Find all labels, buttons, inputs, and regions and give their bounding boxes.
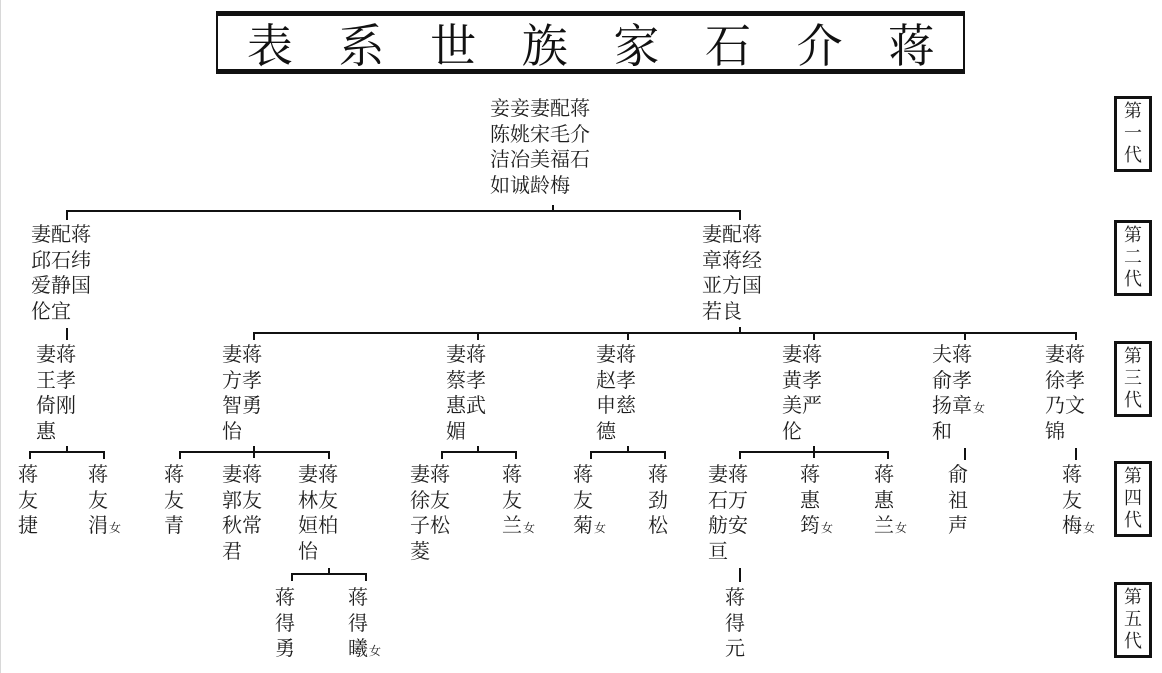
name-row: 蒋 — [725, 585, 745, 609]
name-row: 舫安 — [708, 513, 748, 537]
connector — [590, 451, 592, 459]
name-row: 涓女 — [88, 513, 122, 537]
person-xiaogang — [36, 342, 76, 444]
name-row: 捷 — [18, 513, 38, 537]
person-chiang-ching-kuo — [702, 222, 762, 324]
gen-char: 代 — [1124, 269, 1142, 290]
name-row: 蒋 — [18, 462, 38, 486]
name-row: 亘 — [708, 538, 728, 563]
name-row: 妻蒋 — [782, 342, 822, 366]
female-marker: 女 — [973, 401, 986, 415]
name-row: 曦女 — [348, 636, 382, 660]
person-xiaowu — [446, 342, 486, 444]
name-row: 蒋 — [1062, 462, 1082, 486]
person-xiaoyan — [782, 342, 822, 444]
gen-char: 三 — [1124, 368, 1142, 389]
person-chiang-wei-kuo — [31, 222, 91, 324]
name-row: 林友 — [298, 487, 338, 512]
person-youlan — [502, 462, 535, 539]
gen-char: 第 — [1124, 225, 1142, 246]
female-marker: 女 — [895, 521, 908, 535]
name-row: 元 — [725, 636, 745, 660]
name-row: 妻蒋 — [36, 342, 76, 366]
name-row: 蒋 — [275, 585, 295, 609]
person-xiaoyong — [222, 342, 262, 444]
name-row: 俞孝 — [932, 367, 972, 392]
name-row: 妻蒋 — [298, 462, 338, 486]
name-row: 友 — [573, 487, 593, 512]
name-row: 友 — [88, 487, 108, 512]
name-row: 兰女 — [874, 513, 908, 537]
gen-char: 第 — [1124, 101, 1142, 122]
gen-char: 四 — [1124, 488, 1142, 509]
name-row: 青 — [164, 513, 184, 537]
name-row: 怡 — [298, 538, 318, 563]
name-row: 友 — [502, 487, 522, 512]
name-row: 伦 — [782, 418, 802, 443]
title-char: 石 — [704, 18, 751, 73]
name-row: 妻蒋 — [222, 342, 262, 366]
name-row: 妻蒋 — [410, 462, 450, 486]
connector — [328, 451, 330, 459]
gen-char: 代 — [1124, 631, 1142, 652]
name-row: 友 — [1062, 487, 1082, 512]
connector — [66, 210, 68, 220]
female-marker: 女 — [594, 521, 607, 535]
connector — [66, 210, 741, 212]
title-char: 系 — [338, 18, 385, 73]
name-row: 蒋 — [502, 462, 522, 486]
connector — [515, 451, 517, 459]
name-row: 妻蒋 — [1045, 342, 1085, 366]
name-row: 倚刚 — [36, 393, 76, 417]
connector — [441, 451, 443, 459]
person-deyuan — [725, 585, 745, 662]
connector — [291, 573, 293, 581]
person-dexi — [348, 585, 381, 662]
connector — [179, 451, 330, 453]
person-youqing — [164, 462, 184, 539]
person-youju — [573, 462, 606, 539]
generation-label-4 — [1114, 461, 1152, 537]
person-wanan — [708, 462, 748, 564]
page-left-border — [0, 0, 1, 673]
name-row: 菱 — [410, 538, 430, 563]
connector — [887, 451, 889, 459]
connector — [29, 451, 31, 459]
name-row: 徐友 — [410, 487, 450, 512]
name-row: 筠女 — [800, 513, 834, 537]
female-marker: 女 — [523, 521, 536, 535]
connector — [477, 332, 479, 340]
generation-label-2 — [1114, 220, 1152, 296]
name-row: 如诚龄梅 — [490, 172, 570, 197]
person-youjuan — [88, 462, 121, 539]
name-row: 蒋 — [800, 462, 820, 486]
name-row: 章蒋经 — [702, 247, 762, 272]
connector — [739, 568, 741, 582]
name-row: 黄孝 — [782, 367, 822, 392]
person-youmei — [1062, 462, 1095, 539]
person-chiang-kai-shek — [490, 96, 590, 198]
generation-label-1 — [1114, 96, 1152, 172]
name-row: 和 — [932, 418, 952, 443]
name-row: 赵孝 — [596, 367, 636, 392]
name-row: 怡 — [222, 418, 242, 443]
gen-char: 二 — [1124, 247, 1142, 268]
person-xiaoci — [596, 342, 636, 444]
connector — [813, 332, 815, 340]
name-row: 石万 — [708, 487, 748, 512]
name-row: 智勇 — [222, 393, 262, 417]
person-youbai — [298, 462, 338, 564]
name-row: 陈姚宋毛介 — [490, 121, 590, 146]
name-row: 徐孝 — [1045, 367, 1085, 392]
title-char: 表 — [246, 18, 293, 73]
gen-char: 代 — [1124, 510, 1142, 531]
name-row: 妻配蒋 — [702, 222, 762, 246]
name-row: 君 — [222, 538, 242, 563]
female-marker: 女 — [821, 521, 834, 535]
title-char: 族 — [521, 18, 568, 73]
name-row: 妻蒋 — [596, 342, 636, 366]
name-row: 夫蒋 — [932, 342, 972, 366]
title-char: 蒋 — [888, 18, 935, 73]
name-row: 勇 — [275, 636, 295, 660]
person-jinsong — [648, 462, 668, 539]
name-row: 锦 — [1045, 418, 1065, 443]
name-row: 若良 — [702, 298, 742, 323]
connector — [253, 332, 255, 340]
name-row: 得 — [725, 610, 745, 635]
connector — [964, 448, 966, 460]
name-row: 秋常 — [222, 513, 262, 537]
name-row: 扬章女 — [932, 393, 986, 417]
female-marker: 女 — [1083, 521, 1096, 535]
name-row: 蔡孝 — [446, 367, 486, 392]
gen-char: 第 — [1124, 346, 1142, 367]
gen-char: 代 — [1124, 145, 1142, 166]
person-zusheng — [948, 462, 968, 539]
connector — [739, 451, 741, 459]
name-row: 洁冶美福石 — [490, 147, 590, 171]
person-xiaozhang — [932, 342, 985, 444]
name-row: 乃文 — [1045, 393, 1085, 417]
gen-char: 代 — [1124, 390, 1142, 411]
name-row: 祖 — [948, 487, 968, 512]
gen-char: 第 — [1124, 466, 1142, 487]
connector — [664, 451, 666, 459]
connector — [29, 451, 104, 453]
generation-label-5 — [1114, 582, 1152, 658]
name-row: 郭友 — [222, 487, 262, 512]
person-deyong — [275, 585, 295, 662]
name-row: 惠 — [36, 418, 56, 443]
name-row: 劲 — [648, 487, 668, 512]
name-row: 子松 — [410, 513, 450, 537]
name-row: 媚 — [446, 418, 466, 443]
name-row: 得 — [275, 610, 295, 635]
female-marker: 女 — [369, 644, 382, 658]
name-row: 德 — [596, 418, 616, 443]
name-row: 友 — [164, 487, 184, 512]
name-row: 妻蒋 — [222, 462, 262, 486]
name-row: 美严 — [782, 393, 822, 417]
name-row: 蒋 — [573, 462, 593, 486]
connector — [66, 328, 68, 340]
title-char: 介 — [796, 18, 843, 73]
chart-title — [216, 11, 965, 74]
name-row: 申慈 — [596, 393, 636, 417]
name-row: 蒋 — [164, 462, 184, 486]
name-row: 妻蒋 — [708, 462, 748, 486]
name-row: 梅女 — [1062, 513, 1096, 537]
name-row: 惠 — [874, 487, 894, 512]
name-row: 邱石纬 — [31, 247, 91, 272]
name-row: 妻蒋 — [446, 342, 486, 366]
connector — [590, 451, 666, 453]
connector — [1075, 448, 1077, 460]
name-row: 友 — [18, 487, 38, 512]
connector — [365, 573, 367, 581]
person-xiaowen — [1045, 342, 1085, 444]
title-char: 家 — [613, 18, 660, 73]
name-row: 妻配蒋 — [31, 222, 91, 246]
name-row: 松 — [648, 513, 668, 537]
connector — [627, 332, 629, 340]
person-youjie — [18, 462, 38, 539]
name-row: 蒋 — [88, 462, 108, 486]
connector — [1075, 332, 1077, 340]
connector — [739, 451, 889, 453]
connector — [291, 573, 367, 575]
person-huiyun — [800, 462, 833, 539]
title-char: 世 — [430, 18, 477, 73]
female-marker: 女 — [109, 521, 122, 535]
connector — [964, 332, 966, 340]
name-row: 声 — [948, 513, 968, 537]
name-row: 亚方国 — [702, 273, 762, 297]
gen-char: 五 — [1124, 609, 1142, 630]
gen-char: 第 — [1124, 587, 1142, 608]
name-row: 得 — [348, 610, 368, 635]
name-row: 蒋 — [874, 462, 894, 486]
name-row: 妾妾妻配蒋 — [490, 96, 590, 120]
name-row: 爱静国 — [31, 273, 91, 297]
person-yousong — [410, 462, 450, 564]
name-row: 俞 — [948, 462, 968, 486]
connector — [179, 451, 181, 459]
name-row: 菊女 — [573, 513, 607, 537]
person-huilan — [874, 462, 907, 539]
name-row: 王孝 — [36, 367, 76, 392]
connector — [739, 210, 741, 220]
name-row: 惠武 — [446, 393, 486, 417]
name-row: 惠 — [800, 487, 820, 512]
name-row: 兰女 — [502, 513, 536, 537]
name-row: 伦宜 — [31, 298, 71, 323]
connector — [253, 332, 1077, 334]
connector — [441, 451, 517, 453]
name-row: 方孝 — [222, 367, 262, 392]
generation-label-3 — [1114, 341, 1152, 417]
name-row: 蒋 — [648, 462, 668, 486]
person-youchang — [222, 462, 262, 564]
name-row: 蒋 — [348, 585, 368, 609]
name-row: 姮柏 — [298, 513, 338, 537]
connector — [103, 451, 105, 459]
gen-char: 一 — [1124, 123, 1142, 144]
